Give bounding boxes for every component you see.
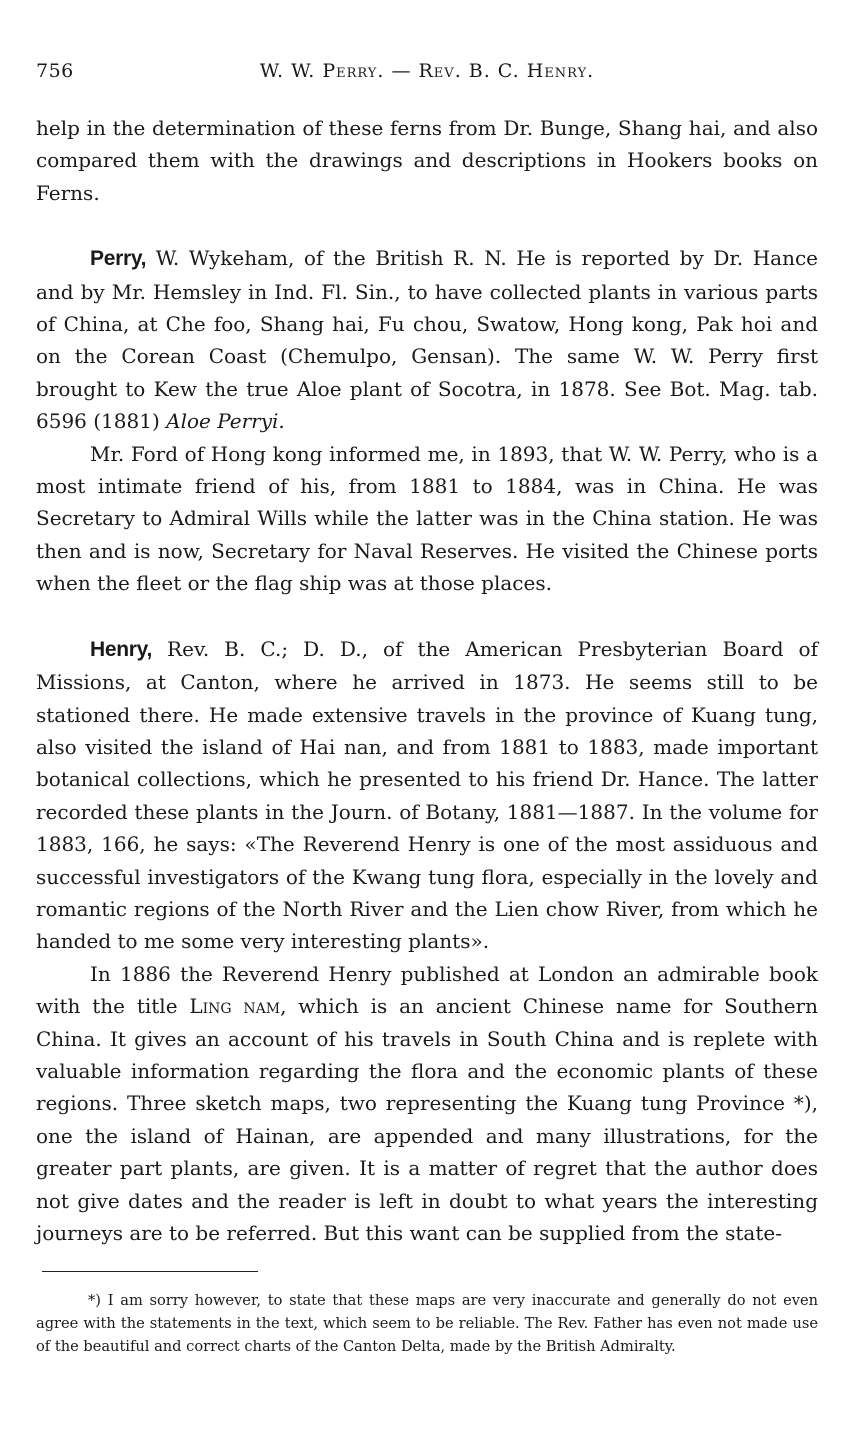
paragraph-henry (36, 633, 818, 958)
footnote-divider (42, 1271, 258, 1272)
paragraph-ling-nam-a: In 1886 the Reverend Henry published at London an admirable book with the title (36, 961, 818, 1019)
book-title-ling-nam: Ling nam, (189, 994, 287, 1019)
running-head (36, 60, 818, 88)
entry-name-perry: Perry, (90, 247, 147, 271)
paragraph-perry-text: W. Wykeham, of the British R. N. He is reported by Dr. Hance and by Mr. Hemsley in Ind. Fl. Sin., to have collected plants in various parts of China, at Che foo, Shang hai, Fu chou, Swatow, Hong kong, Pak hoi and on the Corean Coast (Chemulpo, Gensan). The same W. W. Perry first brought to Kew the true Aloe plant of Socotra, in 1878. See Bot. Mag. tab. 6596 (1881) (36, 246, 818, 434)
paragraph-continuation: help in the determination of these ferns from Dr. Bunge, Shang hai, and also compared them with the drawings and descriptions in Hookers books on Ferns. (36, 116, 818, 205)
paragraph-ford: Mr. Ford of Hong kong informed me, in 1893, that W. W. Perry, who is a most intimate friend of his, from 1881 to 1884, was in China. He was Secretary to Admiral Wills while the latter was in the China station. He was then and is now, Secretary for Naval Reserves. He visited the Chinese ports when the fleet or the flag ship was at those places. (36, 441, 818, 596)
paragraph-henry-text: Rev. B. C.; D. D., of the American Presbyterian Board of Missions, at Canton, where he arrived in 1873. He seems still to be stationed there. He made extensive travels in the province of Kuang tung, also visited the island of Hai nan, and from 1881 to 1883, made important botanical collections, which he presented to his friend Dr. Hance. The latter recorded these plants in the Journ. of Botany, 1881—1887. In the volume for 1883, 166, he says: «The Reverend Henry is one of the most assiduous and successful investigators of the Kwang tung flora, especially in the lovely and romantic regions of the North River and the Lien chow River, from which he handed to me some very interesting plants». (36, 636, 818, 954)
paragraph-perry-species: Aloe Perryi. (166, 409, 285, 434)
body-text (36, 112, 818, 1249)
book-page (36, 0, 818, 1439)
paragraph-ling-nam-b: which is an ancient Chinese name for Southern China. It gives an account of his travels in South China and is replete with valuable information regarding the flora and the economic plants of these regions. Three sketch maps, two representing the Kuang tung Province *), one the island of Hainan, are appended and many illustrations, for the greater part plants, are given. It is a matter of regret that the author does not give dates and the reader is left in doubt to what years the interesting journeys are to be referred. But this want can be supplied from the state- (36, 994, 818, 1245)
running-title: W. W. Perry. — Rev. B. C. Henry. (259, 60, 595, 82)
page-number: 756 (36, 60, 74, 82)
footnote-text: *) I am sorry however, to state that these maps are very inaccurate and generally do not even agree with the statements in the text, which seem to be reliable. The Rev. Father has even not made use of the beautiful and correct charts of the Canton Delta, made by the British Admiralty. (36, 1292, 818, 1355)
entry-name-henry: Henry, (90, 637, 152, 661)
paragraph-ling-nam (36, 958, 818, 1250)
footnote (36, 1289, 818, 1358)
paragraph-perry (36, 242, 818, 437)
